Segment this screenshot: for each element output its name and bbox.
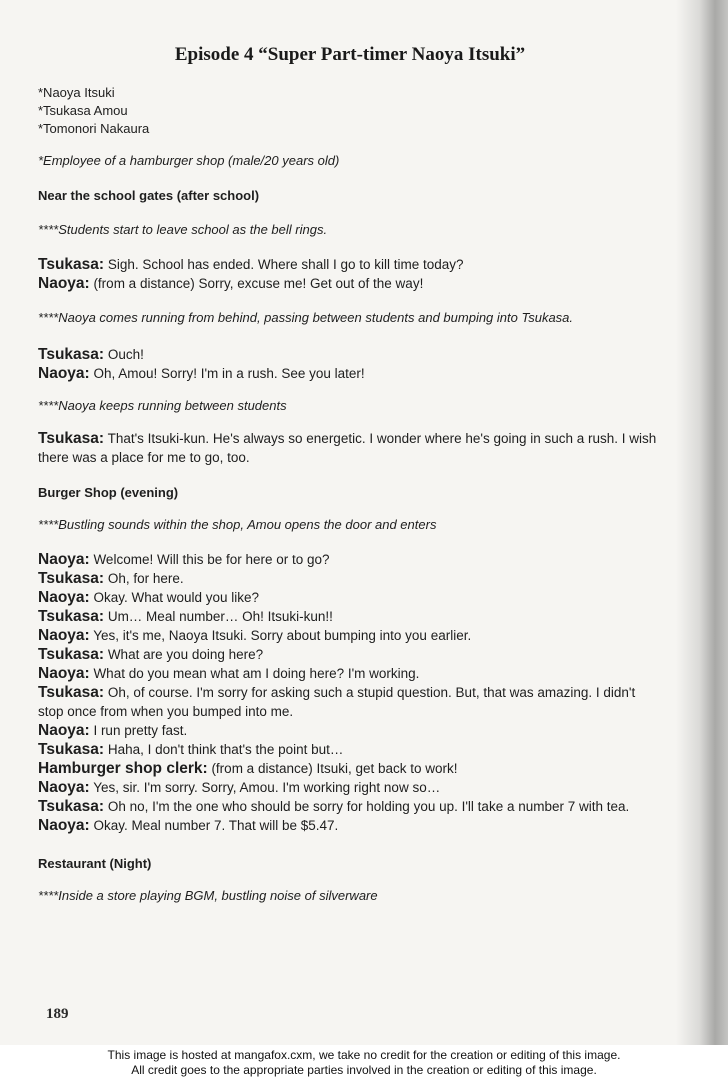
line-text: What are you doing here?: [104, 647, 264, 662]
script-body: [38, 84, 663, 904]
dialogue-block: [38, 345, 663, 383]
dialogue-block: [38, 255, 663, 293]
character-item: *Tomonori Nakaura: [38, 121, 150, 136]
dialogue-line: [38, 274, 663, 293]
episode-title: Episode 4 “Super Part-timer Naoya Itsuki”: [174, 44, 526, 65]
page-number: 189: [46, 1006, 69, 1022]
dialogue-line: [38, 255, 663, 274]
dialogue-line: [38, 778, 663, 797]
line-text: What do you mean what am I doing here? I'm working.: [89, 666, 420, 681]
line-text: Oh, for here.: [104, 571, 184, 586]
speaker-name: Hamburger shop clerk:: [38, 760, 208, 777]
line-text: Ouch!: [104, 347, 144, 362]
dialogue-line: [38, 588, 663, 607]
scene-heading: Burger Shop (evening): [38, 485, 179, 500]
character-list: [38, 84, 663, 138]
speaker-name: Naoya:: [38, 589, 90, 606]
speaker-name: Tsukasa:: [38, 741, 105, 758]
scene-heading: Near the school gates (after school): [38, 188, 260, 203]
speaker-name: Tsukasa:: [38, 256, 105, 273]
line-text: Oh, Amou! Sorry! I'm in a rush. See you later!: [89, 366, 365, 381]
scene-heading: Restaurant (Night): [38, 856, 152, 871]
dialogue-line: [38, 797, 663, 816]
stage-direction: ****Naoya keeps running between students: [38, 398, 287, 413]
speaker-name: Naoya:: [38, 551, 90, 568]
dialogue-line: [38, 721, 663, 740]
line-text: Yes, sir. I'm sorry. Sorry, Amou. I'm working right now so…: [89, 780, 441, 795]
dialogue-line: [38, 607, 663, 626]
dialogue-line: [38, 569, 663, 588]
speaker-name: Naoya:: [38, 817, 90, 834]
dialogue-block: [38, 550, 663, 835]
speaker-name: Tsukasa:: [38, 570, 105, 587]
line-text: Yes, it's me, Naoya Itsuki. Sorry about bumping into you earlier.: [89, 628, 472, 643]
line-text: Welcome! Will this be for here or to go?: [89, 552, 330, 567]
hosting-credit: [0, 1048, 728, 1077]
speaker-name: Naoya:: [38, 627, 90, 644]
line-text: (from a distance) Sorry, excuse me! Get out of the way!: [89, 276, 424, 291]
speaker-name: Tsukasa:: [38, 346, 105, 363]
character-item: *Tsukasa Amou: [38, 103, 128, 118]
line-text: Oh no, I'm the one who should be sorry for holding you up. I'll take a number 7 with tea.: [104, 799, 630, 814]
stage-direction: ****Bustling sounds within the shop, Amou opens the door and enters: [38, 517, 437, 532]
dialogue-line: [38, 683, 663, 721]
dialogue-line: [38, 550, 663, 569]
line-text: Haha, I don't think that's the point but…: [104, 742, 344, 757]
line-text: Oh, of course. I'm sorry for asking such a stupid question. But, that was amazing. I didn't stop once from when you bumped into me.: [38, 685, 636, 719]
dialogue-line: [38, 626, 663, 645]
line-text: I run pretty fast.: [89, 723, 188, 738]
speaker-name: Naoya:: [38, 722, 90, 739]
dialogue-line: [38, 364, 663, 383]
speaker-name: Tsukasa:: [38, 430, 105, 447]
line-text: Okay. Meal number 7. That will be $5.47.: [89, 818, 339, 833]
dialogue-line: [38, 664, 663, 683]
dialogue-block: [38, 429, 663, 467]
character-item: *Naoya Itsuki: [38, 85, 115, 100]
employee-note: *Employee of a hamburger shop (male/20 years old): [38, 153, 340, 168]
dialogue-line: [38, 816, 663, 835]
speaker-name: Tsukasa:: [38, 798, 105, 815]
dialogue-line: [38, 429, 663, 467]
line-text: Sigh. School has ended. Where shall I go to kill time today?: [104, 257, 464, 272]
speaker-name: Tsukasa:: [38, 646, 105, 663]
dialogue-line: [38, 645, 663, 664]
line-text: (from a distance) Itsuki, get back to work!: [207, 761, 458, 776]
line-text: Um… Meal number… Oh! Itsuki-kun!!: [104, 609, 333, 624]
dialogue-line: [38, 740, 663, 759]
dialogue-line: [38, 759, 663, 778]
stage-direction: ****Inside a store playing BGM, bustling noise of silverware: [38, 888, 378, 903]
stage-direction: ****Naoya comes running from behind, passing between students and bumping into Tsukasa.: [38, 310, 574, 325]
line-text: That's Itsuki-kun. He's always so energetic. I wonder where he's going in such a rush. I wish there was a place for me to go, too.: [38, 431, 657, 465]
speaker-name: Tsukasa:: [38, 684, 105, 701]
dialogue-line: [38, 345, 663, 364]
speaker-name: Tsukasa:: [38, 608, 105, 625]
speaker-name: Naoya:: [38, 365, 90, 382]
speaker-name: Naoya:: [38, 275, 90, 292]
speaker-name: Naoya:: [38, 779, 90, 796]
book-spine-shadow: [676, 0, 728, 1045]
line-text: Okay. What would you like?: [89, 590, 260, 605]
credit-line: This image is hosted at mangafox.cxm, we take no credit for the creation or editing of this image.: [107, 1048, 621, 1062]
credit-line: All credit goes to the appropriate parties involved in the creation or editing of this image.: [131, 1062, 597, 1077]
stage-direction: ****Students start to leave school as the bell rings.: [38, 222, 328, 237]
speaker-name: Naoya:: [38, 665, 90, 682]
